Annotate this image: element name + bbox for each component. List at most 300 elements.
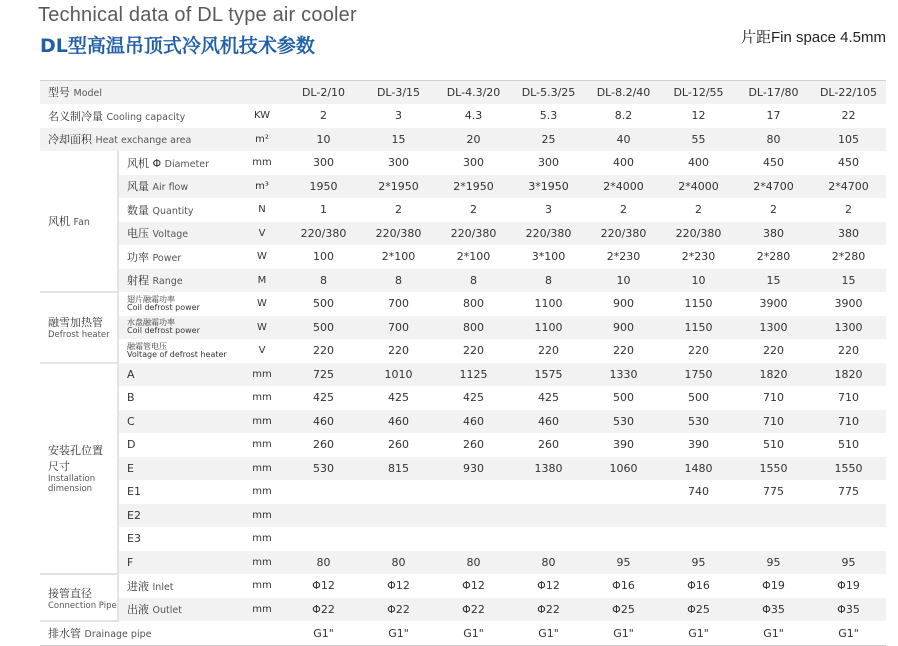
- E-label-cell: [118, 457, 238, 481]
- value-cell: 220/380: [436, 222, 511, 246]
- unit-cell: mm: [238, 598, 286, 622]
- value-cell: 55: [661, 128, 736, 152]
- defrost-group-en: Defrost heater: [48, 330, 110, 341]
- value-cell: 2*280: [811, 245, 886, 269]
- table-row: [40, 81, 886, 105]
- C-label-cell: [118, 410, 238, 434]
- value-cell: 300: [511, 151, 586, 175]
- outlet-label-en: Outlet: [152, 605, 182, 617]
- value-cell: G1": [361, 621, 436, 645]
- voltage-label-cn: 电压: [127, 227, 149, 241]
- power-label-cn: 功率: [127, 250, 149, 264]
- value-cell: 2*1950: [436, 175, 511, 199]
- install-group-label: [40, 363, 118, 575]
- value-cell: 460: [286, 410, 361, 434]
- value-cell: 220: [436, 339, 511, 363]
- value-cell: 1150: [661, 292, 736, 316]
- quantity-label-cell: [118, 198, 238, 222]
- value-cell: [286, 527, 361, 551]
- drain-label: [40, 621, 238, 645]
- install-group-en1: Installation: [48, 474, 96, 485]
- value-cell: 12: [661, 104, 736, 128]
- outlet-label-cn: 出液: [127, 603, 149, 617]
- unit-cell: mm: [238, 386, 286, 410]
- area-label: [40, 128, 238, 152]
- value-cell: 460: [436, 410, 511, 434]
- table-row: [40, 433, 886, 457]
- value-cell: 2*100: [361, 245, 436, 269]
- value-cell: 220/380: [511, 222, 586, 246]
- value-cell: 2*4000: [661, 175, 736, 199]
- table-row: [40, 457, 886, 481]
- defrost_voltage-label-cell: [118, 339, 238, 363]
- fin-space: 片距Fin space 4.5mm: [740, 29, 886, 46]
- value-cell: 8.2: [586, 104, 661, 128]
- value-cell: 300: [286, 151, 361, 175]
- coil_power-label-en: Coil defrost power: [127, 302, 200, 312]
- table-row: [40, 504, 886, 528]
- value-cell: 700: [361, 292, 436, 316]
- inlet-label-cell: [118, 574, 238, 598]
- value-cell: 500: [661, 386, 736, 410]
- value-cell: G1": [511, 621, 586, 645]
- pipe-group-en: Connection Pipe: [48, 600, 117, 611]
- unit-cell: M: [238, 269, 286, 293]
- tray_power-label-en: Coil defrost power: [127, 326, 200, 336]
- value-cell: [511, 527, 586, 551]
- value-cell: 1010: [361, 363, 436, 387]
- value-cell: 1575: [511, 363, 586, 387]
- unit-cell: m³: [238, 175, 286, 199]
- model-header: DL-22/105: [811, 81, 886, 105]
- range-label-cn: 射程: [127, 274, 149, 288]
- table-row: [40, 292, 886, 316]
- value-cell: 220: [811, 339, 886, 363]
- value-cell: 930: [436, 457, 511, 481]
- value-cell: 220/380: [286, 222, 361, 246]
- unit-cell: V: [238, 222, 286, 246]
- value-cell: 500: [286, 292, 361, 316]
- value-cell: 530: [286, 457, 361, 481]
- value-cell: 740: [661, 480, 736, 504]
- model-header: DL-4.3/20: [436, 81, 511, 105]
- value-cell: 10: [286, 128, 361, 152]
- install-group-cn1: 安装孔位置: [48, 444, 103, 458]
- value-cell: 80: [511, 551, 586, 575]
- model-header: DL-8.2/40: [586, 81, 661, 105]
- value-cell: 425: [286, 386, 361, 410]
- value-cell: 220: [661, 339, 736, 363]
- value-cell: 95: [736, 551, 811, 575]
- table-row: [40, 269, 886, 293]
- value-cell: Φ16: [661, 574, 736, 598]
- unit-cell: mm: [238, 574, 286, 598]
- value-cell: 1550: [736, 457, 811, 481]
- value-cell: [511, 504, 586, 528]
- airflow-label-cell: [118, 175, 238, 199]
- value-cell: 460: [511, 410, 586, 434]
- value-cell: Φ22: [286, 598, 361, 622]
- value-cell: 425: [361, 386, 436, 410]
- value-cell: 8: [361, 269, 436, 293]
- value-cell: 15: [361, 128, 436, 152]
- value-cell: [811, 527, 886, 551]
- E3-label: E3: [127, 532, 141, 546]
- fan-group-cn: 风机: [48, 215, 70, 229]
- value-cell: 3*100: [511, 245, 586, 269]
- value-cell: 775: [811, 480, 886, 504]
- cooling-label: [40, 104, 238, 128]
- value-cell: 15: [811, 269, 886, 293]
- range-label-cell: [118, 269, 238, 293]
- table-row: [40, 245, 886, 269]
- value-cell: 220: [586, 339, 661, 363]
- table-row: [40, 104, 886, 128]
- value-cell: [661, 504, 736, 528]
- value-cell: 8: [511, 269, 586, 293]
- unit-cell: mm: [238, 527, 286, 551]
- unit-cell: mm: [238, 480, 286, 504]
- value-cell: 17: [736, 104, 811, 128]
- value-cell: [361, 504, 436, 528]
- value-cell: 3900: [811, 292, 886, 316]
- value-cell: 800: [436, 316, 511, 340]
- value-cell: [436, 527, 511, 551]
- value-cell: Φ35: [811, 598, 886, 622]
- value-cell: 2*4000: [586, 175, 661, 199]
- value-cell: 20: [436, 128, 511, 152]
- value-cell: [661, 527, 736, 551]
- value-cell: 1820: [811, 363, 886, 387]
- install-group-en2: dimension: [48, 484, 93, 495]
- value-cell: 1550: [811, 457, 886, 481]
- voltage-label-en: Voltage: [152, 229, 189, 241]
- table-row: [40, 316, 886, 340]
- power-label-cell: [118, 245, 238, 269]
- value-cell: 775: [736, 480, 811, 504]
- value-cell: [436, 480, 511, 504]
- value-cell: Φ35: [736, 598, 811, 622]
- value-cell: 1300: [736, 316, 811, 340]
- value-cell: 1: [286, 198, 361, 222]
- value-cell: 3*1950: [511, 175, 586, 199]
- inlet-label-en: Inlet: [152, 581, 174, 593]
- defrost_voltage-label-cn: 融霜管电压: [127, 341, 167, 351]
- value-cell: 710: [736, 410, 811, 434]
- value-cell: 8: [436, 269, 511, 293]
- value-cell: 2: [811, 198, 886, 222]
- E2-label-cell: [118, 504, 238, 528]
- value-cell: 510: [736, 433, 811, 457]
- install-group-cn2: 尺寸: [48, 460, 70, 474]
- value-cell: G1": [661, 621, 736, 645]
- value-cell: 1820: [736, 363, 811, 387]
- table-row: [40, 480, 886, 504]
- value-cell: 220: [511, 339, 586, 363]
- value-cell: 900: [586, 292, 661, 316]
- tray_power-label-cn: 水盘融霜功率: [127, 318, 175, 328]
- value-cell: 8: [286, 269, 361, 293]
- value-cell: [511, 480, 586, 504]
- pipe-group-label: [40, 574, 118, 621]
- table-row: [40, 598, 886, 622]
- model-header: DL-3/15: [361, 81, 436, 105]
- diameter-label-cn: 风机 Φ: [127, 156, 162, 170]
- value-cell: G1": [436, 621, 511, 645]
- value-cell: 300: [361, 151, 436, 175]
- value-cell: G1": [811, 621, 886, 645]
- table-row: [40, 621, 886, 645]
- D-label: D: [127, 438, 136, 452]
- airflow-label-en: Air flow: [152, 182, 189, 194]
- A-label-cell: [118, 363, 238, 387]
- value-cell: 400: [586, 151, 661, 175]
- value-cell: 2: [436, 198, 511, 222]
- value-cell: 2*280: [736, 245, 811, 269]
- value-cell: 900: [586, 316, 661, 340]
- unit-cell: m²: [238, 128, 286, 152]
- value-cell: 4.3: [436, 104, 511, 128]
- value-cell: 2: [361, 198, 436, 222]
- value-cell: 3900: [736, 292, 811, 316]
- unit-cell: mm: [238, 504, 286, 528]
- C-label: C: [127, 414, 135, 428]
- value-cell: 220: [361, 339, 436, 363]
- value-cell: 500: [286, 316, 361, 340]
- F-label: F: [127, 555, 134, 569]
- value-cell: 450: [811, 151, 886, 175]
- value-cell: [586, 480, 661, 504]
- table-row: [40, 574, 886, 598]
- unit-cell: KW: [238, 104, 286, 128]
- value-cell: [586, 527, 661, 551]
- value-cell: 220/380: [586, 222, 661, 246]
- value-cell: 5.3: [511, 104, 586, 128]
- value-cell: 815: [361, 457, 436, 481]
- tray_power-label-cell: [118, 316, 238, 340]
- model-header: DL-12/55: [661, 81, 736, 105]
- E2-label: E2: [127, 508, 141, 522]
- value-cell: [361, 527, 436, 551]
- model-header: DL-5.3/25: [511, 81, 586, 105]
- value-cell: Φ25: [586, 598, 661, 622]
- defrost-group-cn: 融雪加热管: [48, 316, 103, 330]
- value-cell: 260: [361, 433, 436, 457]
- table-row: [40, 551, 886, 575]
- E1-label-cell: [118, 480, 238, 504]
- model-header: DL-2/10: [286, 81, 361, 105]
- B-label-cell: [118, 386, 238, 410]
- value-cell: 380: [811, 222, 886, 246]
- area-label-en: Heat exchange area: [95, 135, 192, 147]
- value-cell: 22: [811, 104, 886, 128]
- value-cell: 3: [361, 104, 436, 128]
- quantity-label-en: Quantity: [152, 205, 194, 217]
- E1-label: E1: [127, 485, 141, 499]
- value-cell: 260: [286, 433, 361, 457]
- value-cell: Φ16: [586, 574, 661, 598]
- fan-group-en: Fan: [73, 217, 90, 229]
- value-cell: 500: [586, 386, 661, 410]
- unit-cell: mm: [238, 363, 286, 387]
- value-cell: Φ19: [811, 574, 886, 598]
- pipe-group-cn: 接管直径: [48, 586, 92, 600]
- value-cell: 15: [736, 269, 811, 293]
- value-cell: 1950: [286, 175, 361, 199]
- value-cell: 3: [511, 198, 586, 222]
- value-cell: 80: [436, 551, 511, 575]
- fan-group-label: [40, 151, 118, 292]
- value-cell: 2*230: [661, 245, 736, 269]
- drain-label-cn: 排水管: [48, 627, 81, 641]
- model-label-cn: 型号: [48, 86, 70, 100]
- table-row: [40, 363, 886, 387]
- power-label-en: Power: [152, 252, 182, 264]
- value-cell: 2: [286, 104, 361, 128]
- value-cell: [436, 504, 511, 528]
- table-row: [40, 151, 886, 175]
- value-cell: Φ12: [436, 574, 511, 598]
- title-en: Technical data of DL type air cooler: [38, 4, 357, 26]
- value-cell: [811, 504, 886, 528]
- value-cell: 400: [661, 151, 736, 175]
- diameter-label-en: Diameter: [164, 158, 210, 170]
- defrost-group-label: [40, 292, 118, 363]
- table-row: [40, 128, 886, 152]
- table-row: [40, 175, 886, 199]
- table-row: [40, 222, 886, 246]
- value-cell: 260: [436, 433, 511, 457]
- value-cell: 530: [586, 410, 661, 434]
- unit-cell: W: [238, 245, 286, 269]
- value-cell: 1100: [511, 316, 586, 340]
- quantity-label-cn: 数量: [127, 203, 149, 217]
- value-cell: Φ12: [286, 574, 361, 598]
- unit-cell: mm: [238, 433, 286, 457]
- value-cell: 220: [286, 339, 361, 363]
- range-label-en: Range: [152, 276, 183, 288]
- unit-cell: mm: [238, 410, 286, 434]
- airflow-label-cn: 风量: [127, 180, 149, 194]
- value-cell: 1100: [511, 292, 586, 316]
- table-row: [40, 198, 886, 222]
- value-cell: [286, 504, 361, 528]
- D-label-cell: [118, 433, 238, 457]
- value-cell: 10: [586, 269, 661, 293]
- value-cell: 2*230: [586, 245, 661, 269]
- value-cell: 710: [811, 410, 886, 434]
- value-cell: 1750: [661, 363, 736, 387]
- value-cell: 220/380: [661, 222, 736, 246]
- value-cell: 1150: [661, 316, 736, 340]
- value-cell: 450: [736, 151, 811, 175]
- value-cell: 260: [511, 433, 586, 457]
- value-cell: 100: [286, 245, 361, 269]
- value-cell: Φ25: [661, 598, 736, 622]
- value-cell: [286, 480, 361, 504]
- cooling-label-en: Cooling capacity: [106, 111, 186, 123]
- table-row: [40, 410, 886, 434]
- value-cell: [361, 480, 436, 504]
- value-cell: 1300: [811, 316, 886, 340]
- value-cell: 1060: [586, 457, 661, 481]
- cooling-label-cn: 名义制冷量: [48, 109, 103, 123]
- table-row: [40, 527, 886, 551]
- value-cell: Φ22: [361, 598, 436, 622]
- value-cell: 390: [586, 433, 661, 457]
- value-cell: 800: [436, 292, 511, 316]
- title-cn: DL型高温吊顶式冷风机技术参数: [40, 35, 315, 57]
- table-row: [40, 386, 886, 410]
- value-cell: Φ12: [361, 574, 436, 598]
- drain-label-en: Drainage pipe: [84, 629, 152, 641]
- value-cell: Φ22: [511, 598, 586, 622]
- value-cell: 425: [436, 386, 511, 410]
- value-cell: 725: [286, 363, 361, 387]
- value-cell: 1480: [661, 457, 736, 481]
- value-cell: 105: [811, 128, 886, 152]
- unit-cell: W: [238, 292, 286, 316]
- B-label: B: [127, 391, 135, 405]
- model-header: DL-17/80: [736, 81, 811, 105]
- value-cell: [736, 504, 811, 528]
- value-cell: 460: [361, 410, 436, 434]
- value-cell: 1125: [436, 363, 511, 387]
- value-cell: 1380: [511, 457, 586, 481]
- unit-cell: N: [238, 198, 286, 222]
- unit-cell: mm: [238, 551, 286, 575]
- value-cell: 2: [736, 198, 811, 222]
- value-cell: 2*4700: [736, 175, 811, 199]
- A-label: A: [127, 367, 135, 381]
- value-cell: 2*1950: [361, 175, 436, 199]
- value-cell: 80: [361, 551, 436, 575]
- area-label-cn: 冷却面积: [48, 133, 92, 147]
- spec-table: [40, 80, 886, 646]
- value-cell: 530: [661, 410, 736, 434]
- unit-cell: [238, 621, 286, 645]
- value-cell: 220/380: [361, 222, 436, 246]
- value-cell: 1330: [586, 363, 661, 387]
- value-cell: G1": [586, 621, 661, 645]
- value-cell: 95: [586, 551, 661, 575]
- value-cell: 425: [511, 386, 586, 410]
- E3-label-cell: [118, 527, 238, 551]
- unit-cell: mm: [238, 151, 286, 175]
- value-cell: 510: [811, 433, 886, 457]
- value-cell: 710: [736, 386, 811, 410]
- unit-cell: W: [238, 316, 286, 340]
- value-cell: Φ22: [436, 598, 511, 622]
- inlet-label-cn: 进液: [127, 579, 149, 593]
- value-cell: 95: [661, 551, 736, 575]
- value-cell: 40: [586, 128, 661, 152]
- value-cell: Φ19: [736, 574, 811, 598]
- F-label-cell: [118, 551, 238, 575]
- voltage-label-cell: [118, 222, 238, 246]
- coil_power-label-cn: 翅片融霜功率: [127, 294, 175, 304]
- value-cell: 390: [661, 433, 736, 457]
- value-cell: 95: [811, 551, 886, 575]
- value-cell: [586, 504, 661, 528]
- unit-cell: mm: [238, 457, 286, 481]
- value-cell: G1": [736, 621, 811, 645]
- diameter-label-cell: [118, 151, 238, 175]
- model-header-label: [40, 81, 286, 105]
- E-label: E: [127, 461, 134, 475]
- value-cell: 10: [661, 269, 736, 293]
- value-cell: 80: [736, 128, 811, 152]
